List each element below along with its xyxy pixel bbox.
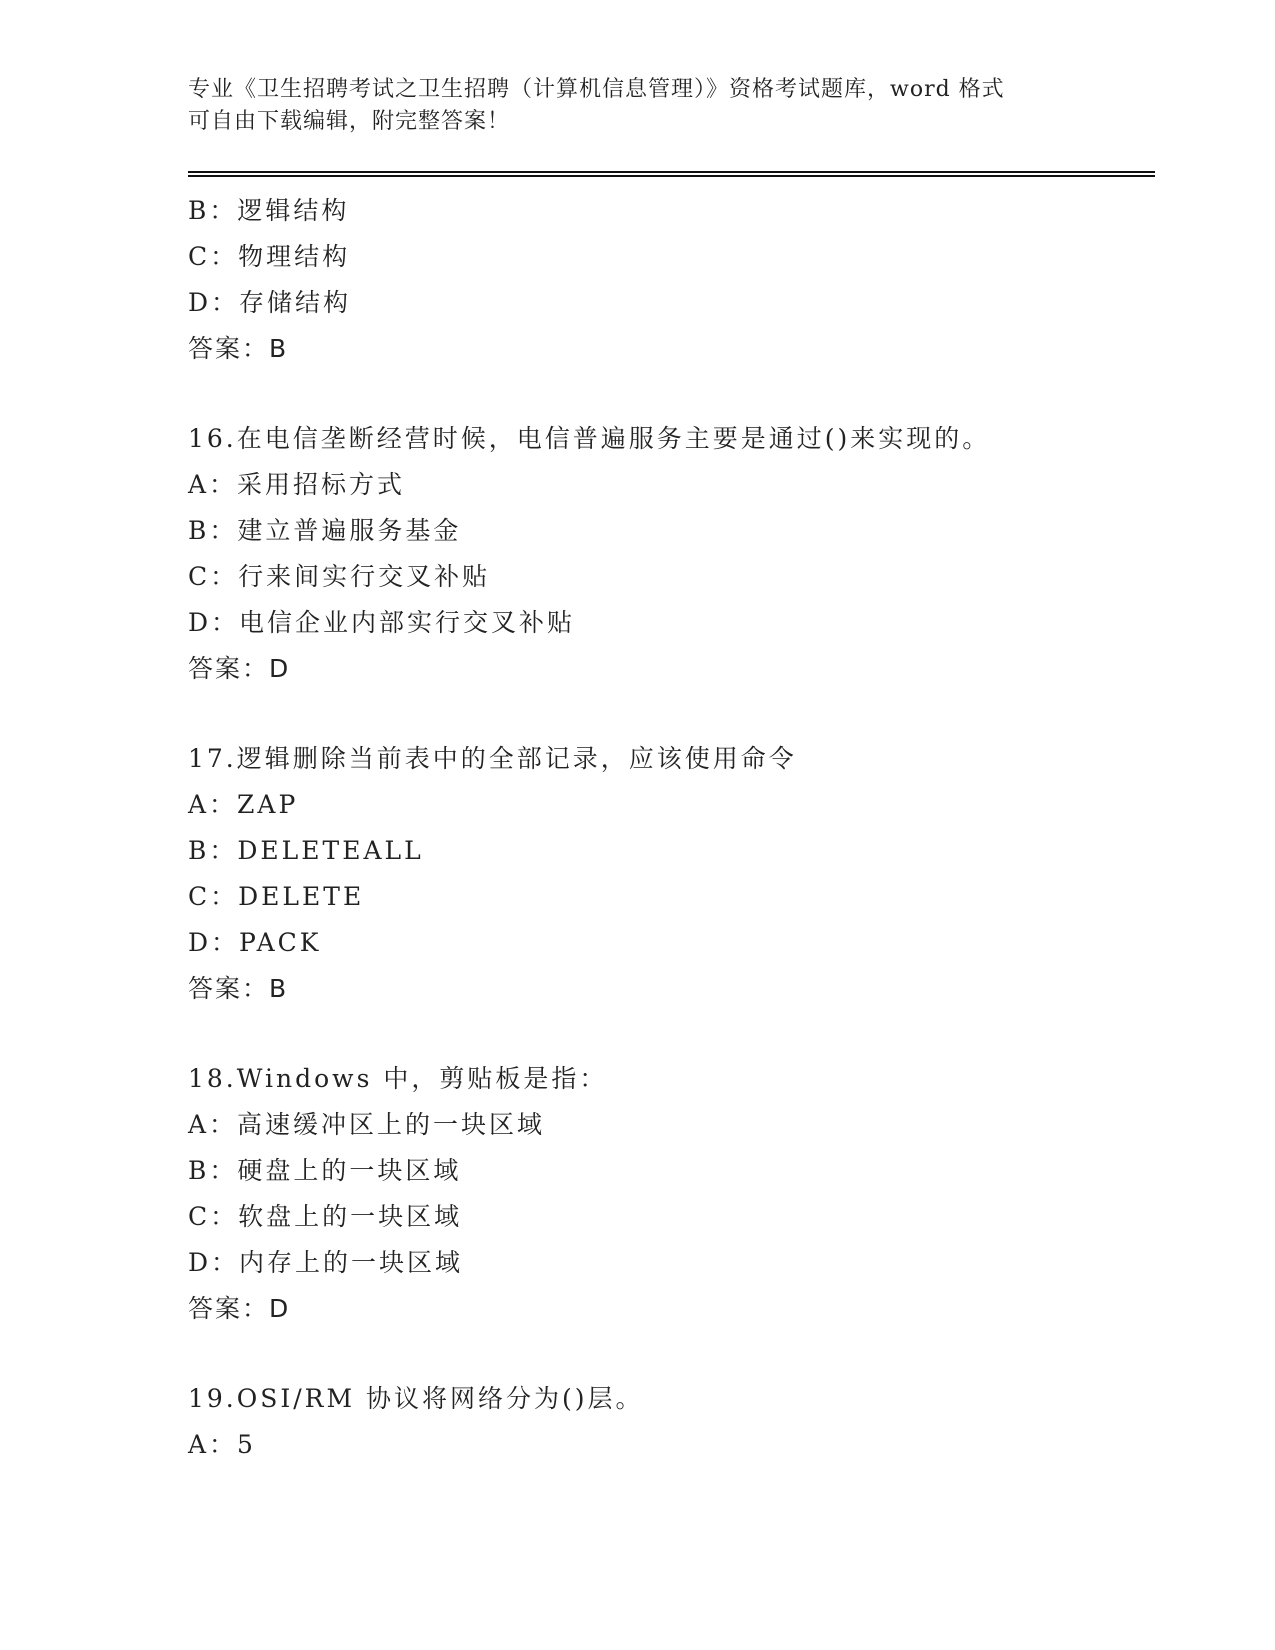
option-a: A：高速缓冲区上的一块区域	[188, 1110, 546, 1139]
option-b: B：建立普遍服务基金	[188, 516, 462, 545]
question-16	[188, 416, 1148, 692]
question-15-continuation	[188, 188, 1148, 372]
header-divider-top	[188, 171, 1155, 173]
option-a: A：采用招标方式	[188, 470, 406, 499]
question-18	[188, 1056, 1148, 1332]
answer-label: 答案：D	[188, 1294, 291, 1323]
option-d: D：电信企业内部实行交叉补贴	[188, 608, 576, 637]
spacer	[188, 1012, 1148, 1056]
answer-label: 答案：D	[188, 654, 291, 683]
question-stem: 18.Windows 中，剪贴板是指：	[188, 1064, 608, 1093]
option-b: B：逻辑结构	[188, 196, 350, 225]
question-stem: 16.在电信垄断经营时候，电信普遍服务主要是通过()来实现的。	[188, 424, 991, 453]
question-stem: 19.OSI/RM 协议将网络分为()层。	[188, 1384, 644, 1413]
option-b: B：DELETEALL	[188, 836, 424, 865]
spacer	[188, 372, 1148, 416]
option-d: D：PACK	[188, 928, 322, 957]
option-a: A：5	[188, 1430, 256, 1459]
option-c: C：软盘上的一块区域	[188, 1202, 463, 1231]
spacer	[188, 692, 1148, 736]
header-divider-bottom	[188, 175, 1155, 177]
question-19	[188, 1376, 1148, 1468]
question-list	[188, 188, 1148, 1468]
option-c: C：行来间实行交叉补贴	[188, 562, 491, 591]
option-d: D：存储结构	[188, 288, 352, 317]
answer-label: 答案：B	[188, 974, 289, 1003]
option-b: B：硬盘上的一块区域	[188, 1156, 462, 1185]
option-c: C：DELETE	[188, 882, 365, 911]
question-stem: 17.逻辑删除当前表中的全部记录，应该使用命令	[188, 744, 797, 773]
header-title-line-1: 专业《卫生招聘考试之卫生招聘（计算机信息管理）》资格考试题库，word 格式	[188, 77, 1005, 102]
option-a: A：ZAP	[188, 790, 299, 819]
option-c: C：物理结构	[188, 242, 351, 271]
question-17	[188, 736, 1148, 1012]
header-title-line-2: 可自由下载编辑，附完整答案！	[188, 109, 511, 134]
spacer	[188, 1332, 1148, 1376]
answer-label: 答案：B	[188, 334, 289, 363]
option-d: D：内存上的一块区域	[188, 1248, 464, 1277]
document-header	[188, 74, 1068, 138]
